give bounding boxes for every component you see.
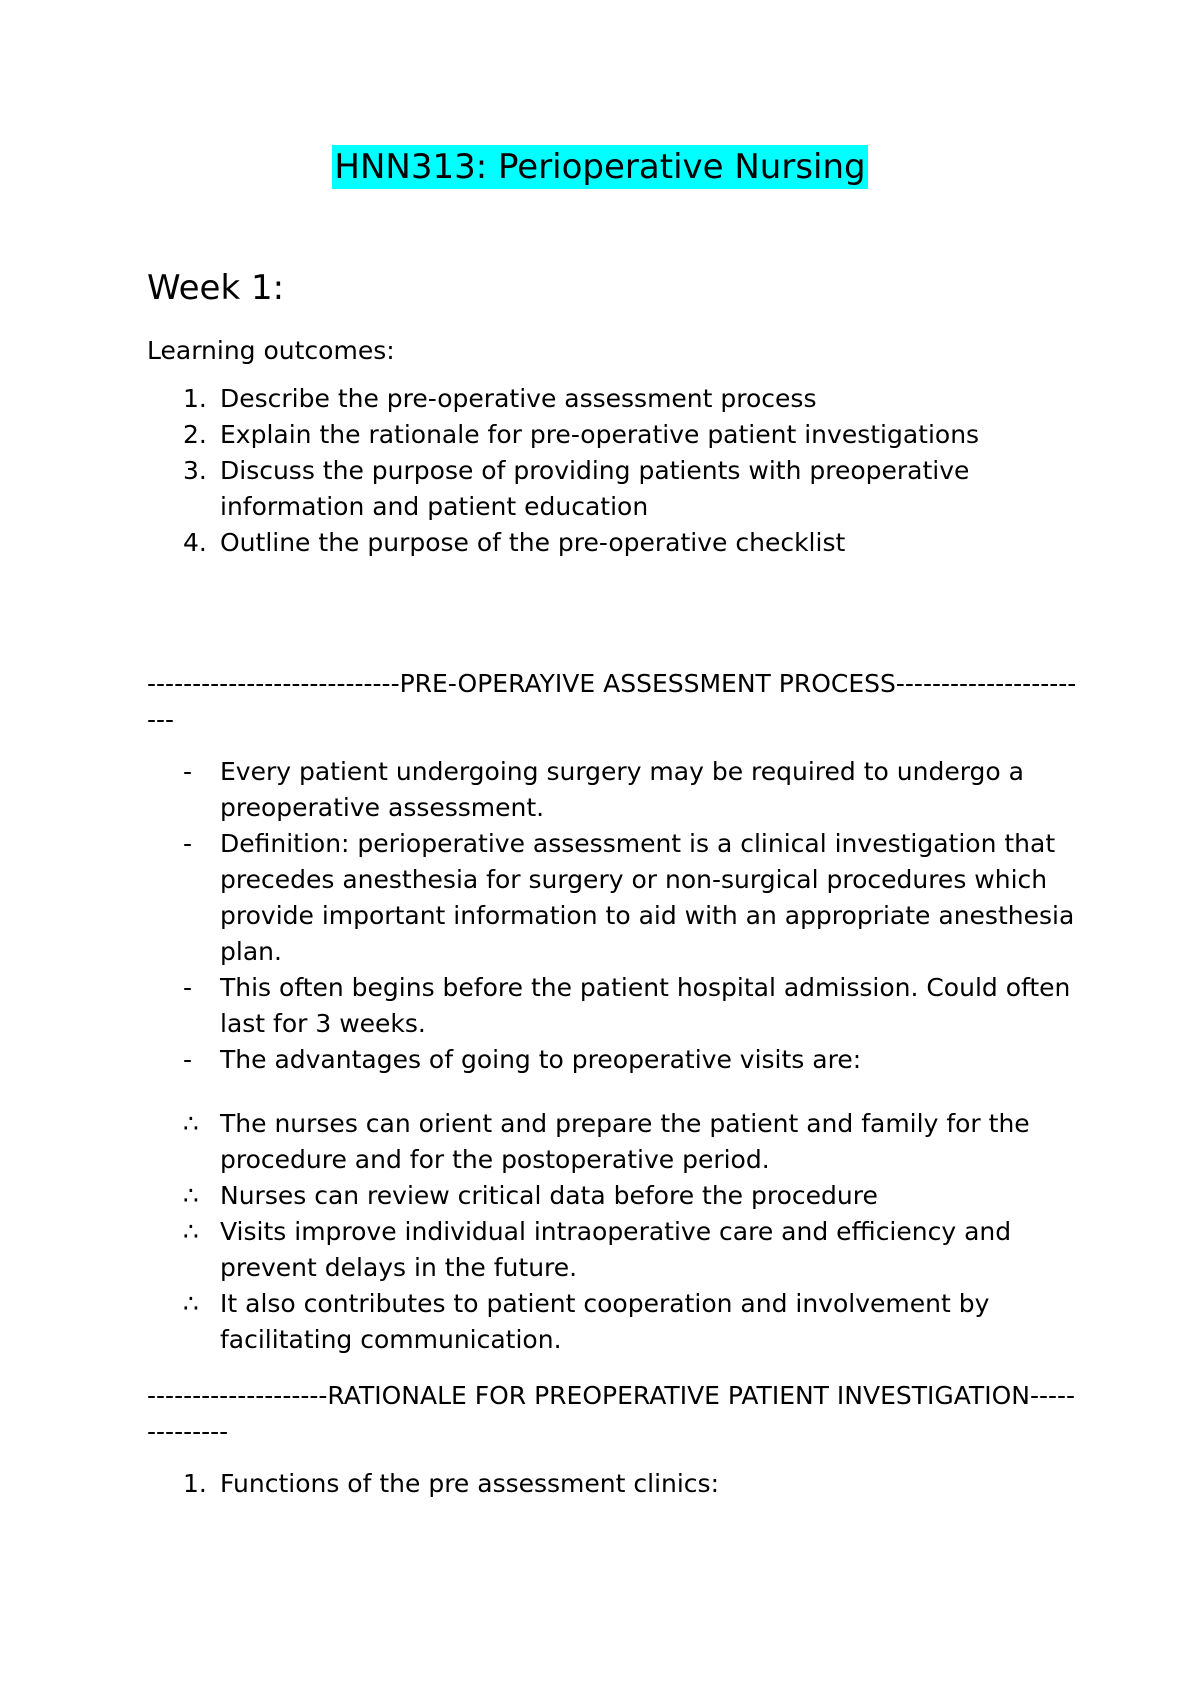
therefore-bullet: ∴ bbox=[183, 1289, 199, 1318]
list-number: 4. bbox=[183, 528, 207, 557]
learning-outcomes-label: Learning outcomes: bbox=[147, 336, 395, 365]
list-item-text: It also contributes to patient cooperation and involvement by facilitating communication. bbox=[220, 1289, 990, 1354]
list-item bbox=[147, 826, 1077, 970]
list-item-text: Definition: perioperative assessment is a clinical investigation that precedes anesthesia for surgery or non-surgical procedures which provide important information to aid with an appropriate anesthesia plan. bbox=[220, 829, 1075, 966]
dash-bullet: - bbox=[183, 829, 193, 858]
list-item-text: The advantages of going to preoperative visits are: bbox=[220, 1045, 862, 1074]
list-number: 3. bbox=[183, 456, 207, 485]
dash-bullet: - bbox=[183, 1045, 193, 1074]
list-item-text: Visits improve individual intraoperative care and efficiency and prevent delays in the future. bbox=[220, 1217, 1012, 1282]
list-item bbox=[147, 1466, 1077, 1502]
list-item-text: Explain the rationale for pre-operative patient investigations bbox=[220, 420, 980, 449]
list-number: 1. bbox=[183, 1469, 207, 1498]
list-item bbox=[147, 1214, 1077, 1286]
section-heading-rationale: --------------------RATIONALE FOR PREOPERATIVE PATIENT INVESTIGATION-------------- bbox=[147, 1381, 1076, 1446]
list-item-text: Nurses can review critical data before the procedure bbox=[220, 1181, 878, 1210]
title-container bbox=[0, 145, 1200, 189]
rationale-list bbox=[147, 1466, 1077, 1502]
list-number: 2. bbox=[183, 420, 207, 449]
section-heading-preoperative-assessment: ----------------------------PRE-OPERAYIVE ASSESSMENT PROCESS----------------------- bbox=[147, 669, 1077, 734]
list-item-text: This often begins before the patient hospital admission. Could often last for 3 weeks. bbox=[220, 973, 1071, 1038]
dash-bullet: - bbox=[183, 973, 193, 1002]
list-item bbox=[147, 417, 1077, 453]
list-item bbox=[147, 1286, 1077, 1358]
therefore-bullet: ∴ bbox=[183, 1217, 199, 1246]
list-item bbox=[147, 970, 1077, 1042]
list-item bbox=[147, 754, 1077, 826]
assessment-bullets bbox=[147, 754, 1077, 1078]
therefore-bullet: ∴ bbox=[183, 1181, 199, 1210]
list-item-text: Describe the pre-operative assessment process bbox=[220, 384, 817, 413]
list-item-text: Every patient undergoing surgery may be required to undergo a preoperative assessment. bbox=[220, 757, 1024, 822]
document-title: HNN313: Perioperative Nursing bbox=[334, 147, 866, 187]
list-item-text: Outline the purpose of the pre-operative checklist bbox=[220, 528, 846, 557]
list-item bbox=[147, 1106, 1077, 1178]
advantages-list bbox=[147, 1106, 1077, 1358]
list-item bbox=[147, 1042, 1077, 1078]
learning-outcomes-list bbox=[147, 381, 1077, 561]
week-heading: Week 1: bbox=[147, 268, 285, 308]
list-item-text: The nurses can orient and prepare the patient and family for the procedure and for the postoperative period. bbox=[220, 1109, 1030, 1174]
list-item bbox=[147, 453, 1077, 525]
list-item-text: Discuss the purpose of providing patients with preoperative information and patient education bbox=[220, 456, 970, 521]
therefore-bullet: ∴ bbox=[183, 1109, 199, 1138]
list-number: 1. bbox=[183, 384, 207, 413]
list-item bbox=[147, 525, 1077, 561]
list-item bbox=[147, 381, 1077, 417]
dash-bullet: - bbox=[183, 757, 193, 786]
list-item bbox=[147, 1178, 1077, 1214]
list-item-text: Functions of the pre assessment clinics: bbox=[220, 1469, 719, 1498]
